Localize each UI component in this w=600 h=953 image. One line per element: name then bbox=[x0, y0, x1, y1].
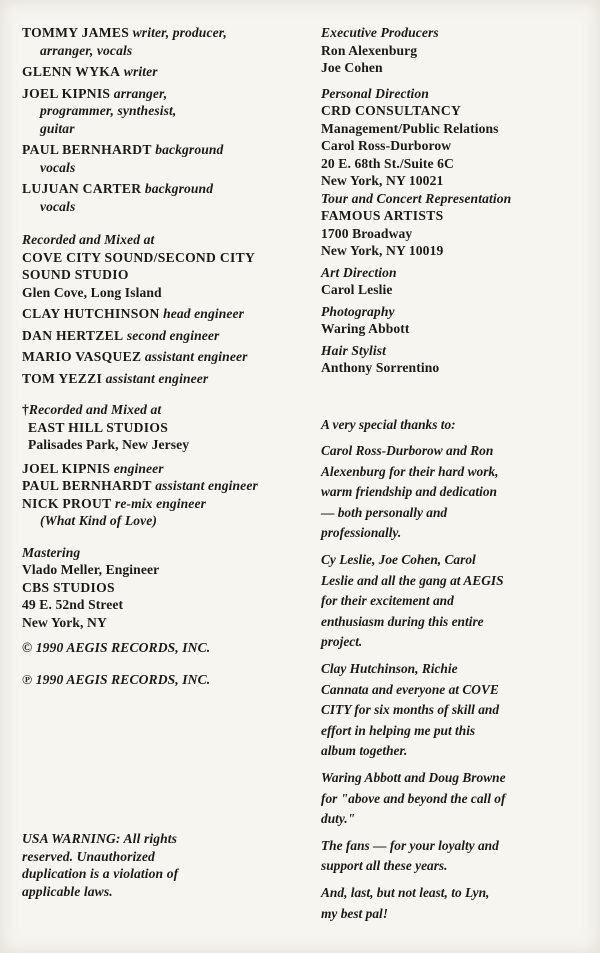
credit-line: Management/Public Relations bbox=[321, 120, 499, 136]
musician-name: PAUL BERNHARDT bbox=[22, 142, 152, 157]
studio-name: CBS STUDIOS bbox=[22, 579, 115, 595]
remix-note: (What Kind of Love) bbox=[40, 513, 158, 528]
musician-role: background bbox=[155, 142, 224, 157]
engineer-role: engineer bbox=[113, 460, 164, 476]
section-heading: Personal Direction bbox=[321, 85, 429, 101]
engineer-role: re-mix engineer bbox=[114, 495, 206, 511]
thanks-line: Cy Leslie, Joe Cohen, Carol bbox=[321, 552, 476, 568]
engineer-credit bbox=[22, 305, 304, 323]
musician-role: writer bbox=[123, 64, 158, 79]
engineer-name: PAUL BERNHARDT bbox=[22, 478, 152, 493]
engineer-role: head engineer bbox=[163, 306, 245, 321]
credit-line: 1700 Broadway bbox=[321, 225, 413, 241]
section-heading: Mastering bbox=[22, 544, 81, 560]
engineer-name: NICK PROUT bbox=[22, 495, 112, 511]
thanks-line: my best pal! bbox=[321, 905, 388, 921]
recording-location bbox=[22, 231, 304, 301]
thanks-line: Carol Ross-Durborow and Ron bbox=[321, 443, 494, 459]
thanks-line: Clay Hutchinson, Richie bbox=[321, 661, 458, 677]
engineer-role: assistant engineer bbox=[144, 349, 248, 364]
mastering-engineer: Vlado Meller, Engineer bbox=[22, 562, 160, 577]
engineer-name: JOEL KIPNIS bbox=[22, 460, 111, 476]
section-heading: Art Direction bbox=[321, 264, 397, 280]
thanks-line: effort in helping me put this bbox=[321, 722, 476, 738]
musician-credit bbox=[22, 85, 304, 138]
thanks-paragraph bbox=[321, 836, 587, 877]
right-column bbox=[321, 24, 587, 924]
engineer-role: assistant engineer bbox=[155, 478, 258, 493]
hair-stylist bbox=[321, 342, 587, 377]
thanks-line: warm friendship and dedication bbox=[321, 484, 497, 500]
thanks-line: And, last, but not least, to Lyn, bbox=[321, 884, 490, 900]
section-heading: Recorded and Mixed at bbox=[22, 232, 155, 247]
mastering-credit bbox=[22, 544, 304, 632]
company-name: CRD CONSULTANCY bbox=[321, 103, 462, 118]
studio-name: EAST HILL STUDIOS bbox=[28, 419, 169, 435]
credit-name: Waring Abbott bbox=[321, 321, 410, 336]
warning-line: USA WARNING: All rights bbox=[22, 831, 178, 846]
engineer-name: TOM YEZZI bbox=[22, 370, 103, 386]
tour-representation bbox=[321, 190, 587, 260]
thanks-paragraph bbox=[321, 768, 587, 830]
credit-name: Anthony Sorrentino bbox=[321, 360, 440, 375]
engineer-credit bbox=[22, 460, 304, 530]
art-direction bbox=[321, 264, 587, 299]
section-heading: Tour and Concert Representation bbox=[321, 190, 512, 206]
company-name: FAMOUS ARTISTS bbox=[321, 208, 444, 223]
studio-location: New York, NY bbox=[22, 614, 107, 630]
thanks-line: CITY for six months of skill and bbox=[321, 702, 500, 718]
section-heading: Hair Stylist bbox=[321, 342, 387, 358]
credit-name: Joe Cohen bbox=[321, 60, 383, 75]
credit-line: 20 E. 68th St./Suite 6C bbox=[321, 155, 454, 171]
engineer-credit bbox=[22, 348, 304, 366]
thanks-line: The fans — for your loyalty and bbox=[321, 837, 499, 853]
musician-role: arranger, bbox=[113, 85, 168, 101]
musician-role: writer, producer, bbox=[132, 25, 227, 40]
engineer-role: assistant engineer bbox=[105, 370, 209, 386]
thanks-paragraph bbox=[321, 659, 587, 762]
warning-line: applicable laws. bbox=[22, 883, 113, 899]
engineer-name: CLAY HUTCHINSON bbox=[22, 306, 160, 321]
thanks-line: duty." bbox=[321, 811, 356, 827]
musician-role-cont: arranger, vocals bbox=[40, 42, 133, 58]
section-heading: Photography bbox=[321, 303, 395, 319]
thanks-line: support all these years. bbox=[321, 858, 448, 874]
credit-line: Carol Ross-Durborow bbox=[321, 138, 452, 153]
thanks-paragraph bbox=[321, 883, 587, 924]
thanks-line: album together. bbox=[321, 743, 408, 759]
dagger-mark: † bbox=[22, 402, 29, 417]
credit-line: New York, NY 10019 bbox=[321, 243, 444, 258]
thanks-line: for their excitement and bbox=[321, 593, 454, 609]
thanks-line: Waring Abbott and Doug Browne bbox=[321, 770, 506, 785]
personal-direction bbox=[321, 85, 587, 190]
studio-address: 49 E. 52nd Street bbox=[22, 597, 124, 612]
engineer-name: MARIO VASQUEZ bbox=[22, 349, 142, 364]
recording-location bbox=[22, 401, 304, 454]
musician-name: TOMMY JAMES bbox=[22, 25, 130, 40]
musician-role-cont: vocals bbox=[40, 198, 76, 214]
warning-line: duplication is a violation of bbox=[22, 866, 179, 881]
thanks-line: Cannata and everyone at COVE bbox=[321, 681, 499, 697]
thanks-paragraph bbox=[321, 441, 587, 544]
thanks-paragraph bbox=[321, 550, 587, 653]
thanks-line: professionally. bbox=[321, 525, 402, 541]
thanks-heading: A very special thanks to: bbox=[321, 416, 456, 432]
musician-name: JOEL KIPNIS bbox=[22, 85, 111, 101]
engineer-name: DAN HERTZEL bbox=[22, 327, 124, 343]
musician-role-cont: vocals bbox=[40, 159, 76, 175]
section-heading: Recorded and Mixed at bbox=[28, 402, 162, 417]
musician-name: LUJUAN CARTER bbox=[22, 181, 142, 196]
musician-role: background bbox=[144, 181, 214, 196]
thanks-line: enthusiasm during this entire bbox=[321, 613, 484, 629]
photography bbox=[321, 303, 587, 338]
engineer-credit bbox=[22, 327, 304, 345]
thanks-line: — both personally and bbox=[321, 504, 448, 520]
musician-role-cont: guitar bbox=[40, 120, 75, 136]
studio-name: COVE CITY SOUND/SECOND CITY bbox=[22, 249, 256, 265]
musician-credit bbox=[22, 141, 304, 176]
musician-name: GLENN WYKA bbox=[22, 64, 121, 79]
phonogram-notice: ℗ 1990 AEGIS RECORDS, INC. bbox=[22, 671, 211, 687]
special-thanks bbox=[321, 415, 587, 925]
musician-credit bbox=[22, 180, 304, 215]
warning-line: reserved. Unauthorized bbox=[22, 848, 155, 864]
musician-credit bbox=[22, 24, 304, 59]
thanks-line: Alexenburg for their hard work, bbox=[321, 463, 499, 479]
thanks-line: Leslie and all the gang at AEGIS bbox=[321, 572, 504, 588]
studio-location: Palisades Park, New Jersey bbox=[28, 437, 190, 452]
engineer-credit bbox=[22, 370, 304, 388]
studio-name: SOUND STUDIO bbox=[22, 267, 129, 282]
musician-credit bbox=[22, 63, 304, 81]
thanks-line: project. bbox=[321, 634, 363, 650]
usa-warning bbox=[22, 830, 304, 900]
credit-name: Ron Alexenburg bbox=[321, 42, 418, 58]
studio-location: Glen Cove, Long Island bbox=[22, 284, 162, 300]
engineer-role: second engineer bbox=[126, 327, 220, 343]
copyright-notice: © 1990 AEGIS RECORDS, INC. bbox=[22, 640, 211, 655]
musician-role-cont: programmer, synthesist, bbox=[40, 103, 177, 118]
thanks-line: for "above and beyond the call of bbox=[321, 790, 506, 806]
credit-name: Carol Leslie bbox=[321, 282, 393, 297]
executive-producers bbox=[321, 24, 587, 77]
credit-line: New York, NY 10021 bbox=[321, 173, 444, 188]
section-heading: Executive Producers bbox=[321, 25, 439, 40]
left-column bbox=[22, 24, 304, 900]
